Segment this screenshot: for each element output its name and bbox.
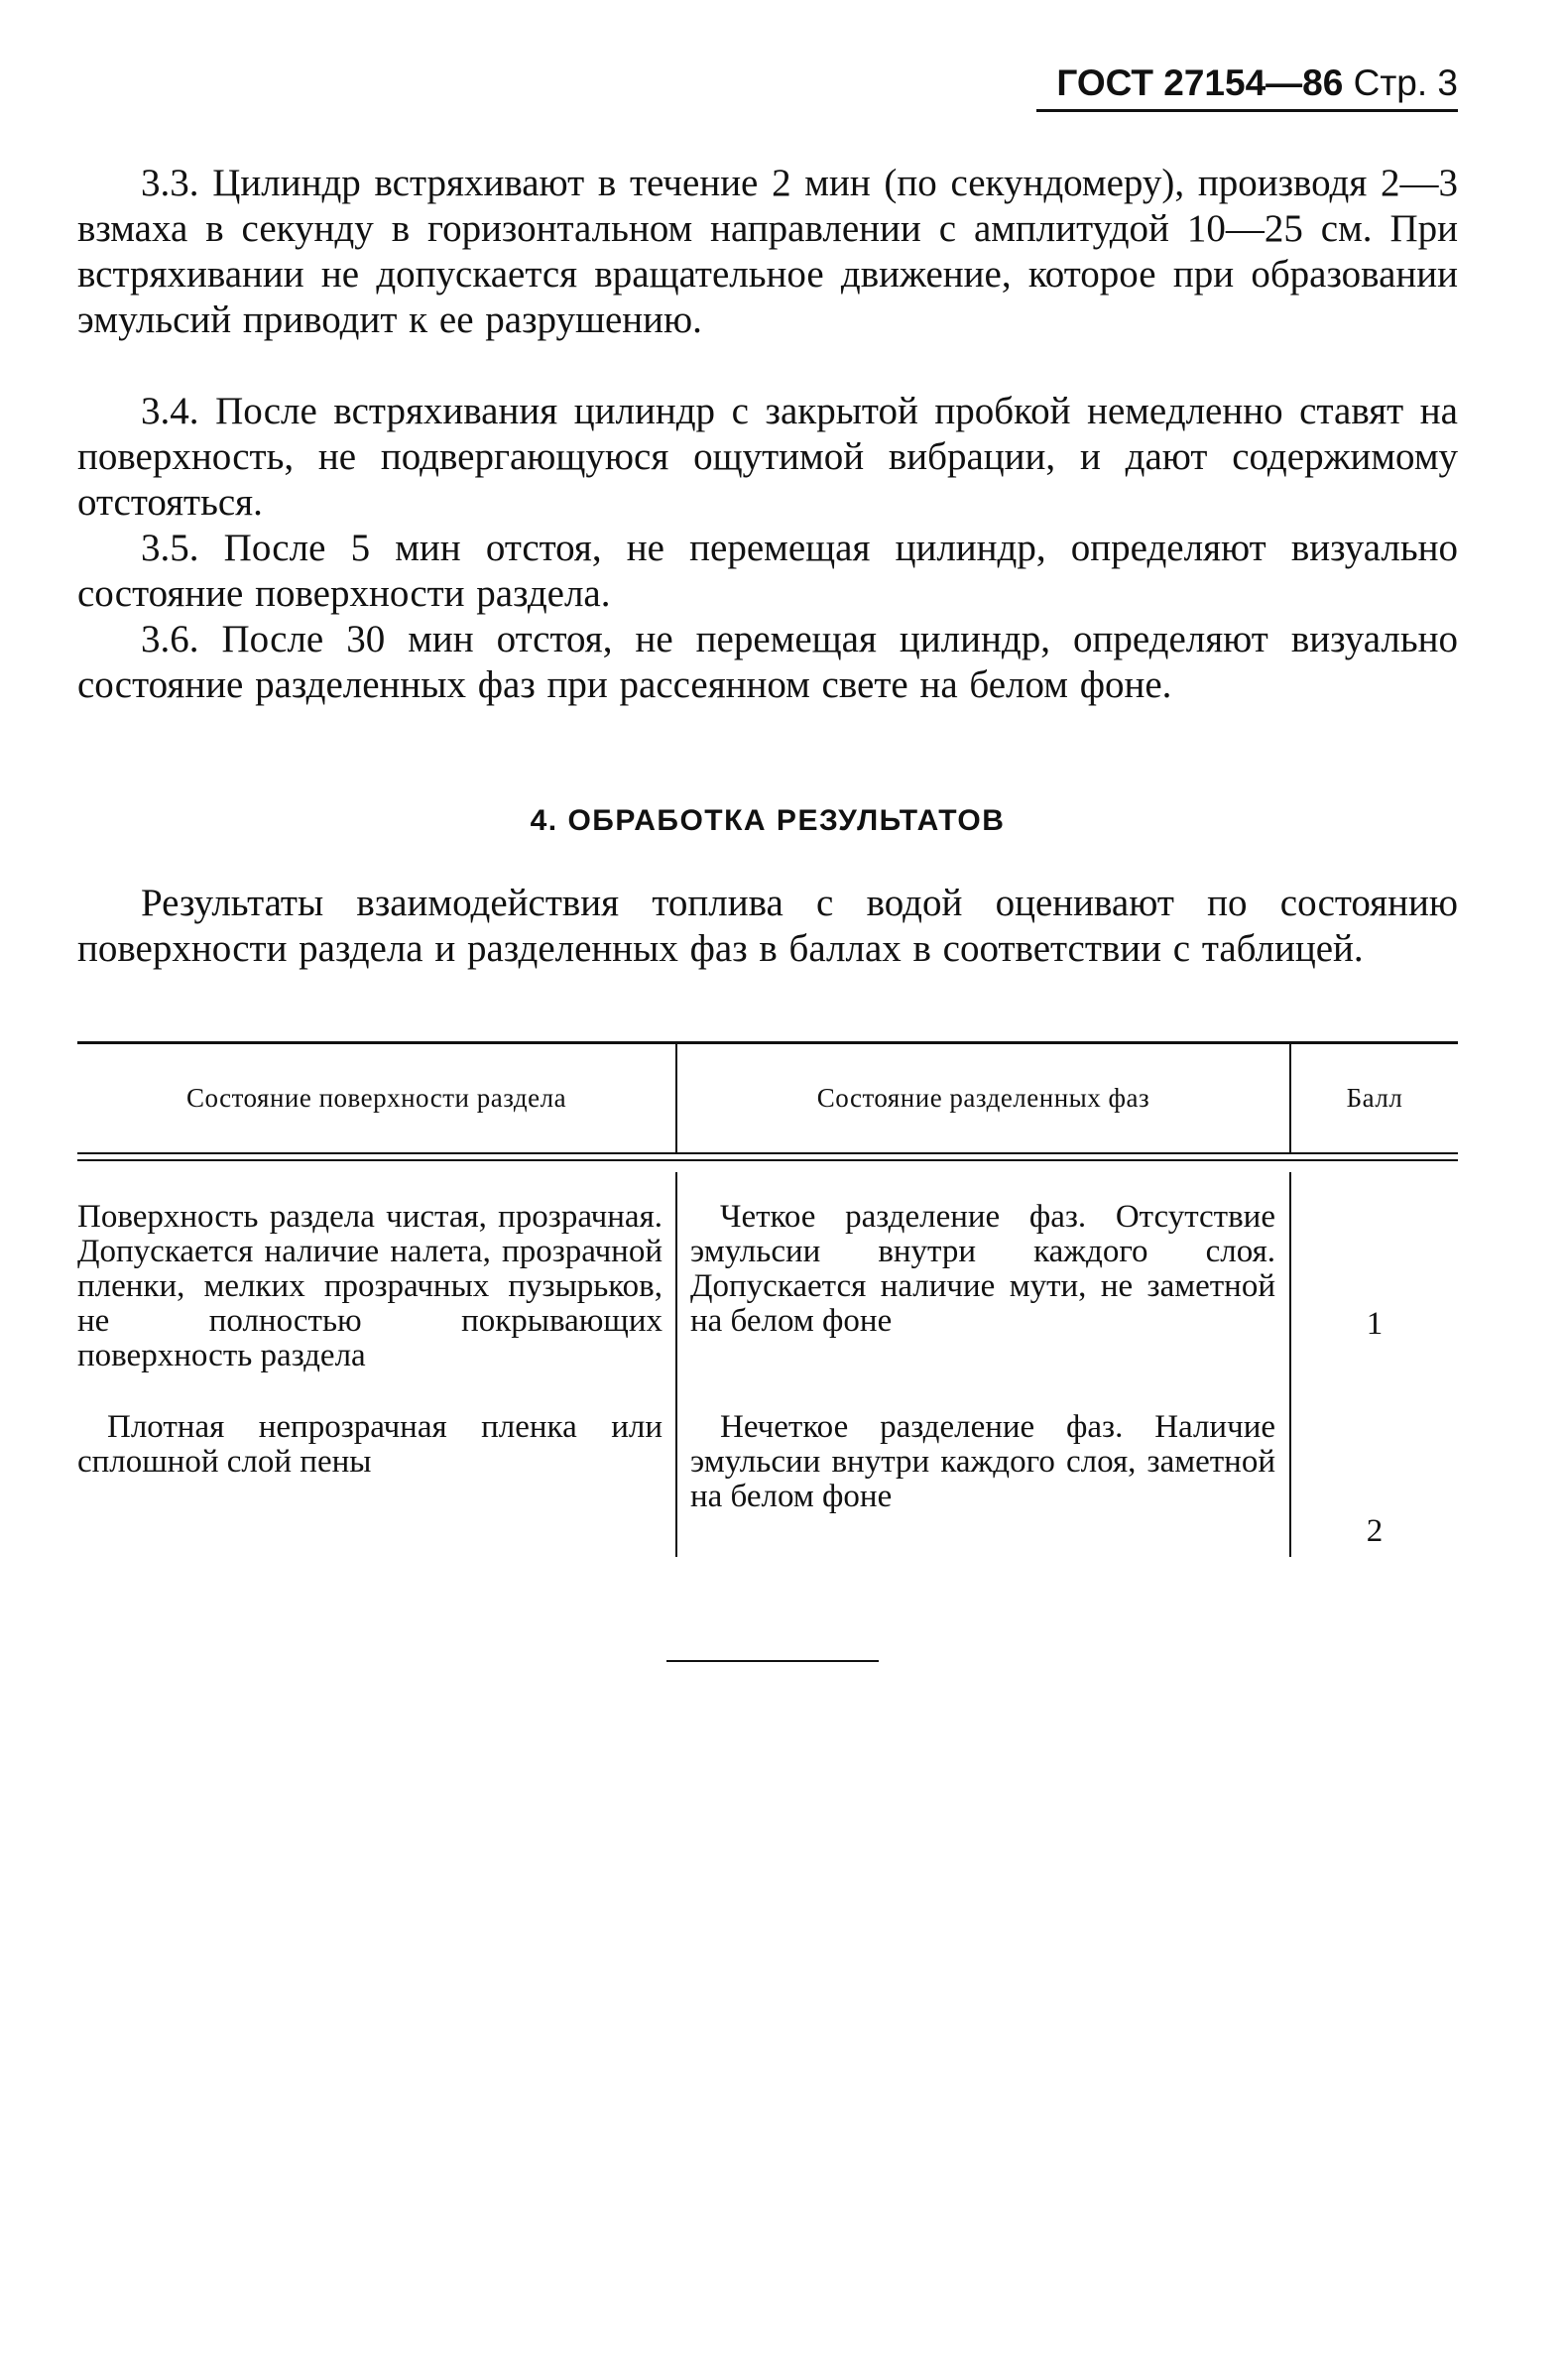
paragraph-3-5: 3.5. После 5 мин отстоя, не перемещая цилиндр, определяют визуально состояние поверхности раздела.: [77, 527, 1458, 615]
table-divider: [1289, 1172, 1291, 1557]
paragraph-3-3: 3.3. Цилиндр встряхивают в течение 2 мин (по секундомеру), производя 2—3 взмаха в секунду в горизонтальном направлении с амплитудой 10—25 см. При встряхивании не допускается вращательное движение, которое при образовании эмульсий приводит к ее разрушению.: [77, 162, 1458, 341]
table-cell-row2-surface: Плотная непрозрачная пленка или сплошной слой пены: [77, 1409, 663, 1480]
table-cell-row2-phases: Нечеткое разделение фаз. Наличие эмульсии внутри каждого слоя, заметной на белом фоне: [690, 1409, 1275, 1514]
paragraph-3-6: 3.6. После 30 мин отстоя, не перемещая цилиндр, определяют визуально состояние разделенных фаз при рассеянном свете на белом фоне.: [77, 618, 1458, 706]
table-cell-row2-score: 2: [1366, 1513, 1384, 1549]
table-cell-row1-score: 1: [1366, 1306, 1384, 1342]
table-header-surface-state: Состояние поверхности раздела: [185, 1083, 567, 1113]
results-table: [77, 1041, 1458, 1557]
footer-rule: [666, 1660, 879, 1662]
table-cell-row1-phases: Четкое разделение фаз. Отсутствие эмульсии внутри каждого слоя. Допускается наличие мути, не заметной на белом фоне: [690, 1199, 1275, 1339]
table-header-rule: [77, 1152, 1458, 1154]
paragraph-3-4: 3.4. После встряхивания цилиндр с закрытой пробкой немедленно ставят на поверхность, не подвергающуюся ощутимой вибрации, и дают содержимому отстояться.: [77, 390, 1458, 524]
table-cell-row1-surface: Поверхность раздела чистая, прозрачная. Допускается наличие налета, прозрачной пленки, мелких прозрачных пузырьков, не полностью покрывающих поверхность раздела: [77, 1199, 663, 1373]
page-header: [1036, 58, 1458, 112]
section-intro-text: Результаты взаимодействия топлива с водой оценивают по состоянию поверхности раздела и разделенных фаз в баллах в соответствии с таблицей.: [77, 882, 1458, 970]
table-header-phase-state: Состояние разделенных фаз: [816, 1083, 1150, 1113]
table-header-rule: [77, 1159, 1458, 1161]
page-number: Стр. 3: [1353, 62, 1458, 103]
standard-number: ГОСТ 27154—86: [1056, 62, 1344, 103]
table-header-score: Балл: [1346, 1083, 1403, 1113]
table-divider: [675, 1172, 677, 1557]
section-heading: 4. ОБРАБОТКА РЕЗУЛЬТАТОВ: [530, 804, 1006, 837]
